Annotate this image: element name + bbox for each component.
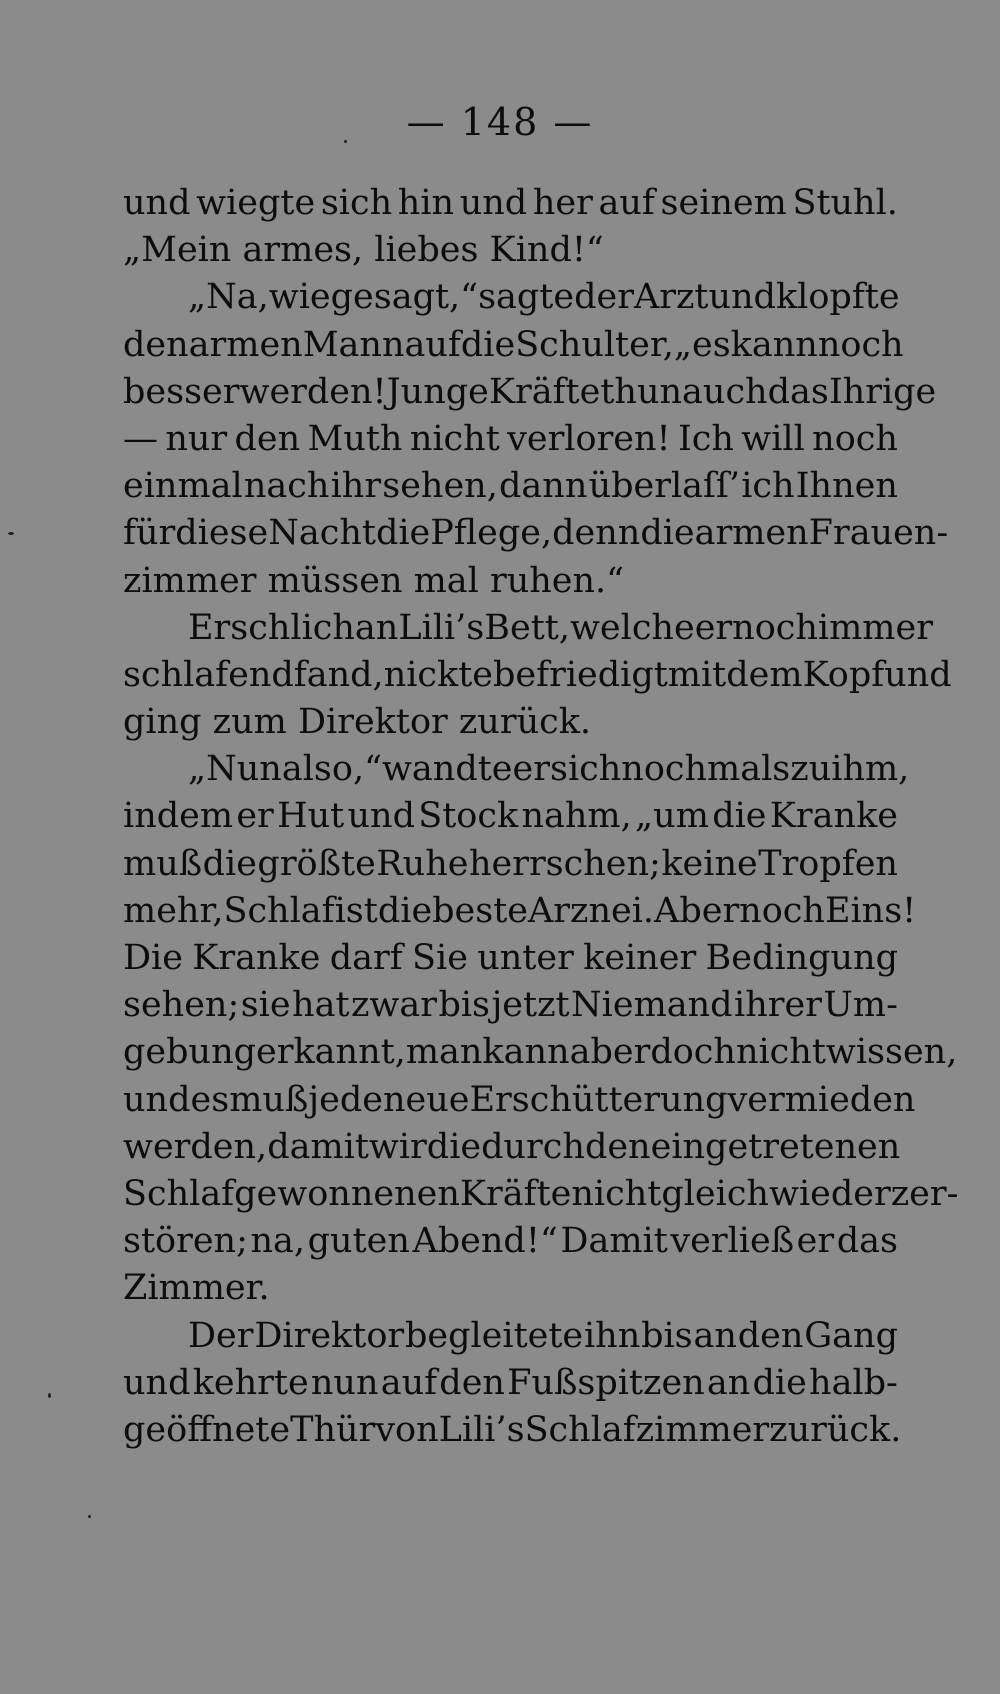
text-line: und wiegte sich hin und her auf seinem Stuhl.	[123, 183, 898, 223]
text-line: besser werden! Junge Kräfte thun auch das Ihrige	[123, 371, 937, 412]
text-line: „Na, wie gesagt,“ sagte der Arzt und klopfte	[188, 277, 900, 318]
text-line: „Nun also,“ wandte er sich nochmals zu ihm,	[188, 749, 910, 790]
text-line: und kehrte nun auf den Fußspitzen an die halb-	[123, 1362, 898, 1403]
text-line: Zimmer.	[123, 1268, 270, 1309]
text-line: schlafend fand, nickte befriedigt mit dem Kopf und	[123, 654, 952, 695]
page-number: — 148 —	[406, 100, 594, 144]
text-line: zimmer müssen mal ruhen.“	[123, 560, 625, 601]
text-line: Die Kranke darf Sie unter keiner Bedingung	[123, 938, 898, 978]
text-line: „Mein armes, liebes Kind!“	[123, 230, 604, 271]
text-line: und es muß jede neue Erschütterung vermieden	[123, 1079, 916, 1120]
speck	[344, 140, 347, 143]
text-line: werden, damit wir die durch den eingetretenen	[123, 1126, 901, 1167]
body-text	[123, 180, 959, 1454]
speck	[88, 1515, 91, 1518]
speck	[8, 532, 14, 535]
text-line: ging zum Direktor zurück.	[123, 702, 592, 743]
text-line: indem er Hut und Stock nahm, „um die Kranke	[123, 796, 898, 837]
text-line: muß die größte Ruhe herrschen; keine Tropfen	[123, 843, 898, 884]
text-line: Schlaf gewonnenen Kräfte nicht gleich wieder zer-	[123, 1173, 959, 1214]
text-line: stören; na, guten Abend!“ Damit verließ er das	[123, 1221, 898, 1262]
text-line: den armen Mann auf die Schulter, „es kann noch	[123, 324, 904, 365]
text-line: für diese Nacht die Pflege, denn die armen Frauen-	[123, 513, 949, 554]
speck	[48, 1393, 51, 1398]
text-line: — nur den Muth nicht verloren! Ich will noch	[123, 418, 898, 459]
text-line: Der Direktor begleitete ihn bis an den Gang	[188, 1315, 898, 1356]
text-line: gebung erkannt, man kann aber doch nicht wissen,	[123, 1032, 958, 1073]
text-line: sehen; sie hat zwar bis jetzt Niemand ihrer Um-	[123, 985, 898, 1026]
text-line: mehr, Schlaf ist die beste Arznei. Aber noch Eins!	[123, 890, 917, 931]
text-line: geöffnete Thür von Lili’s Schlafzimmer zurück.	[123, 1409, 902, 1450]
text-line: einmal nach ihr sehen, dann überlaſſ’ ich Ihnen	[123, 466, 898, 507]
text-line: Er schlich an Lili’s Bett, welche er noch immer	[188, 607, 933, 648]
